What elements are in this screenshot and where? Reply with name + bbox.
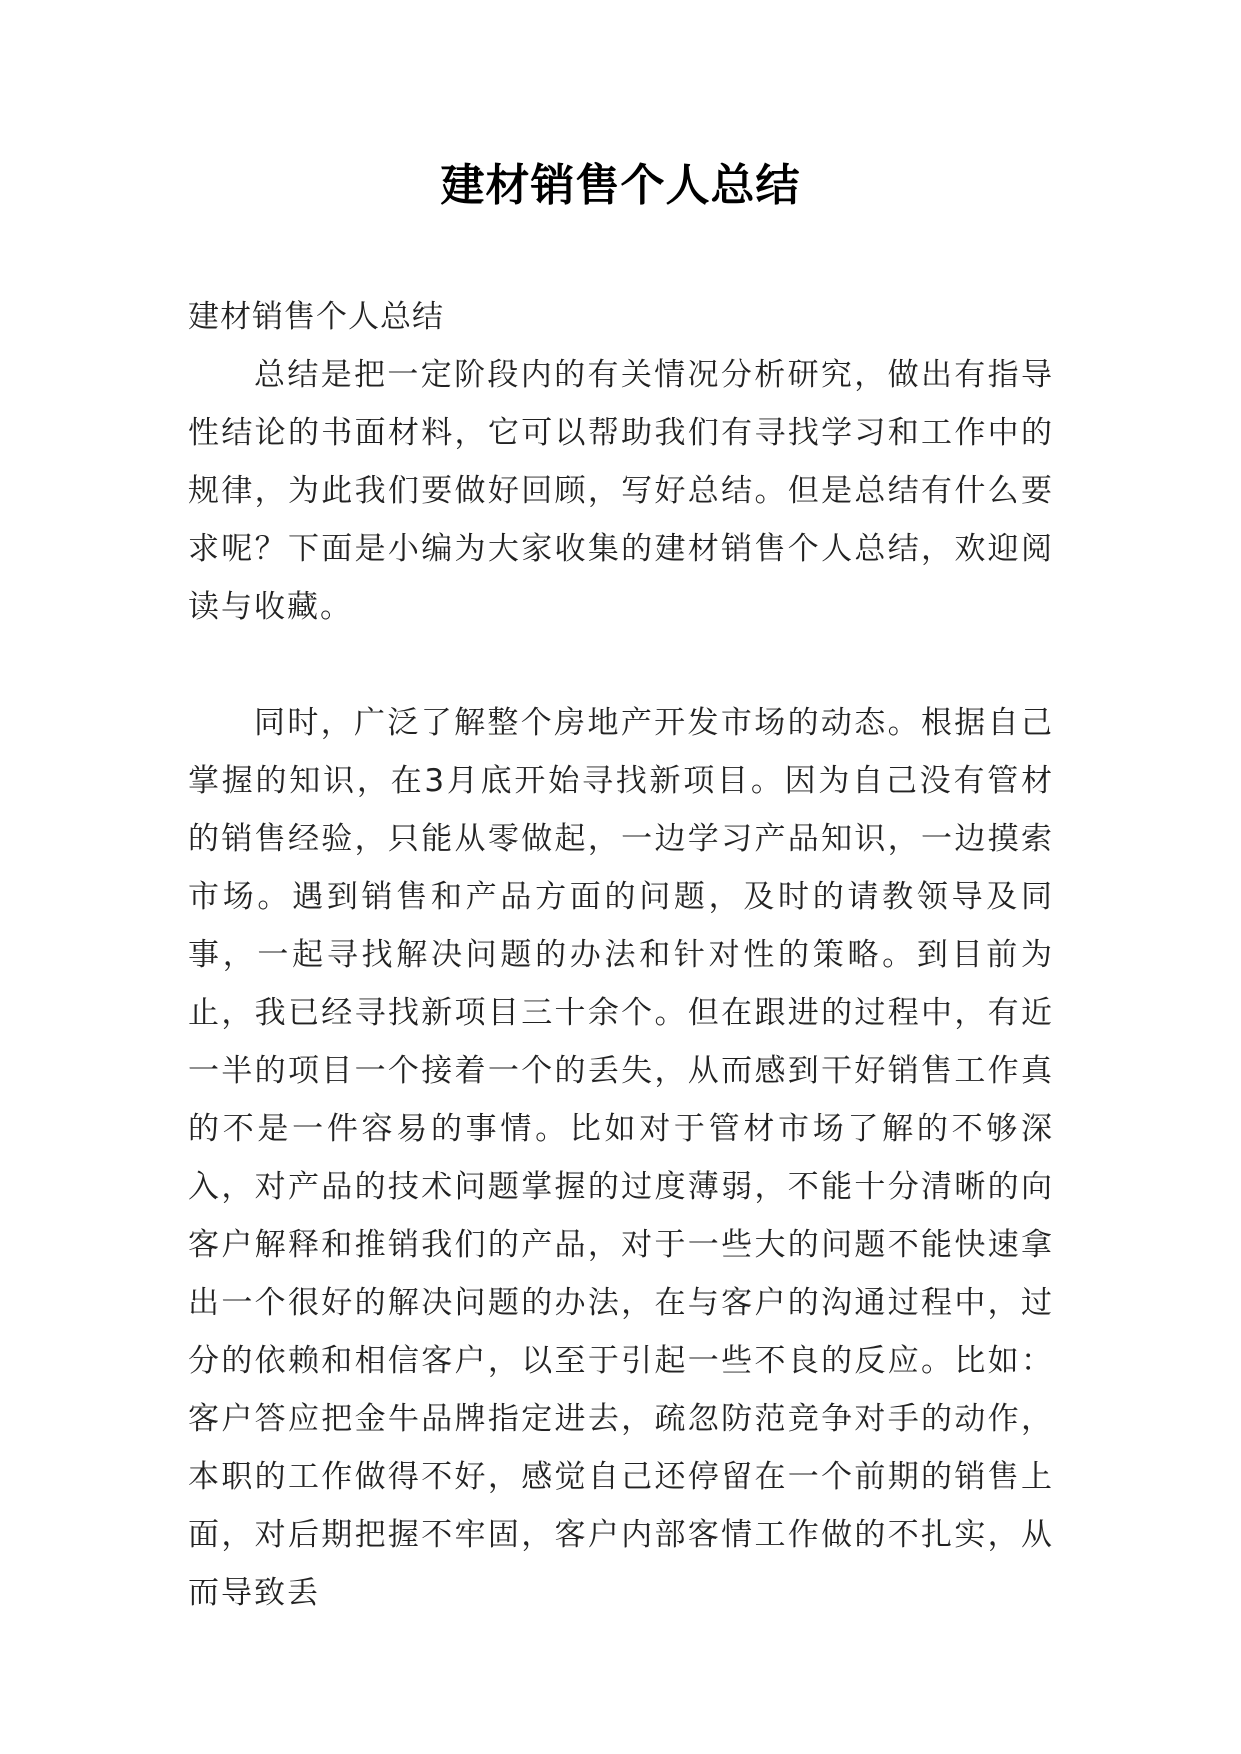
paragraph-spacer bbox=[188, 636, 1054, 694]
paragraph-main: 同时，广泛了解整个房地产开发市场的动态。根据自己掌握的知识，在3月底开始寻找新项目。因为自己没有管材的销售经验，只能从零做起，一边学习产品知识，一边摸索市场。遇到销售和产品方面的问题，及时的请教领导及同事，一起寻找解决问题的办法和针对性的策略。到目前为止，我已经寻找新项目三十余个。但在跟进的过程中，有近一半的项目一个接着一个的丢失，从而感到干好销售工作真的不是一件容易的事情。比如对于管材市场了解的不够深入，对产品的技术问题掌握的过度薄弱，不能十分清晰的向客户解释和推销我们的产品，对于一些大的问题不能快速拿出一个很好的解决问题的办法，在与客户的沟通过程中，过分的依赖和相信客户，以至于引起一些不良的反应。比如：客户答应把金牛品牌指定进去，疏忽防范竞争对手的动作，本职的工作做得不好，感觉自己还停留在一个前期的销售上面，对后期把握不牢固，客户内部客情工作做的不扎实，从而导致丢 bbox=[188, 705, 1054, 1611]
document-title: 建材销售个人总结 bbox=[440, 160, 801, 211]
paragraph-intro: 总结是把一定阶段内的有关情况分析研究，做出有指导性结论的书面材料，它可以帮助我们有寻找学习和工作中的规律，为此我们要做好回顾，写好总结。但是总结有什么要求呢？下面是小编为大家收集的建材销售个人总结，欢迎阅读与收藏。 bbox=[188, 357, 1054, 625]
document-subtitle: 建材销售个人总结 bbox=[188, 299, 444, 335]
document-body bbox=[188, 288, 1054, 1622]
